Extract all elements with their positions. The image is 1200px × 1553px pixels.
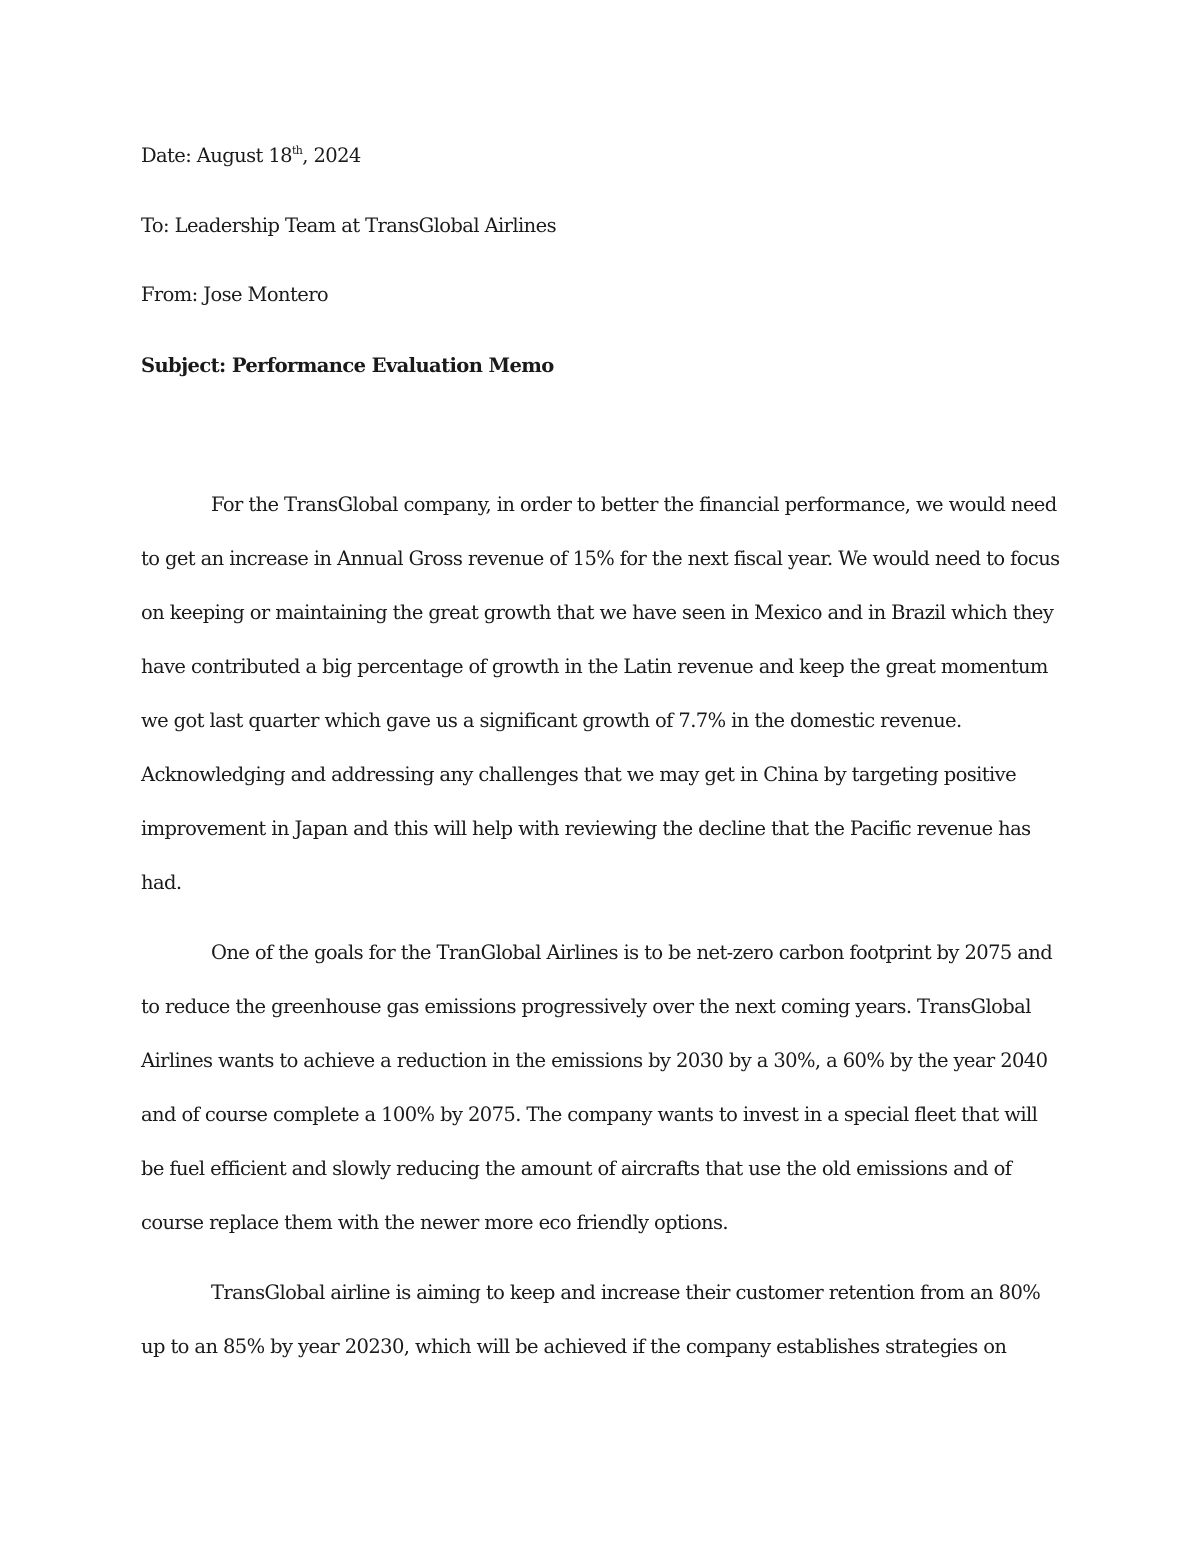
memo-to: To: Leadership Team at TransGlobal Airlines [141,214,556,237]
memo-date: Date: August 18th, 2024 [141,143,361,167]
memo-paragraph-1: For the TransGlobal company, in order to better the financial performance, we would need to get an increase in Annual Gross revenue of 15% for the next fiscal year. We would need to focus on keeping or maintaining the great growth that we have seen in Mexico and in Brazil which they have contributed a big percentage of growth in the Latin revenue and keep the great momentum we got last quarter which gave us a significant growth of 7.7% in the domestic revenue. Acknowledging and addressing any challenges that we may get in China by targeting positive improvement in Japan and this will help with reviewing the decline that the Pacific revenue has had. [141,493,1060,894]
memo-from: From: Jose Montero [141,283,329,306]
memo-body [141,478,1061,1374]
memo-paragraph-3: TransGlobal airline is aiming to keep and increase their customer retention from an 80% up to an 85% by year 20230, which will be achieved if the company establishes strategies on [141,1281,1041,1358]
memo-paragraph-2: One of the goals for the TranGlobal Airlines is to be net-zero carbon footprint by 2075 and to reduce the greenhouse gas emissions progressively over the next coming years. TransGlobal Airlines wants to achieve a reduction in the emissions by 2030 by a 30%, a 60% by the year 2040 and of course complete a 100% by 2075. The company wants to invest in a special fleet that will be fuel efficient and slowly reducing the amount of aircrafts that use the old emissions and of course replace them with the newer more eco friendly options. [141,941,1053,1234]
memo-subject: Subject: Performance Evaluation Memo [141,354,554,377]
date-superscript: th [291,143,303,157]
